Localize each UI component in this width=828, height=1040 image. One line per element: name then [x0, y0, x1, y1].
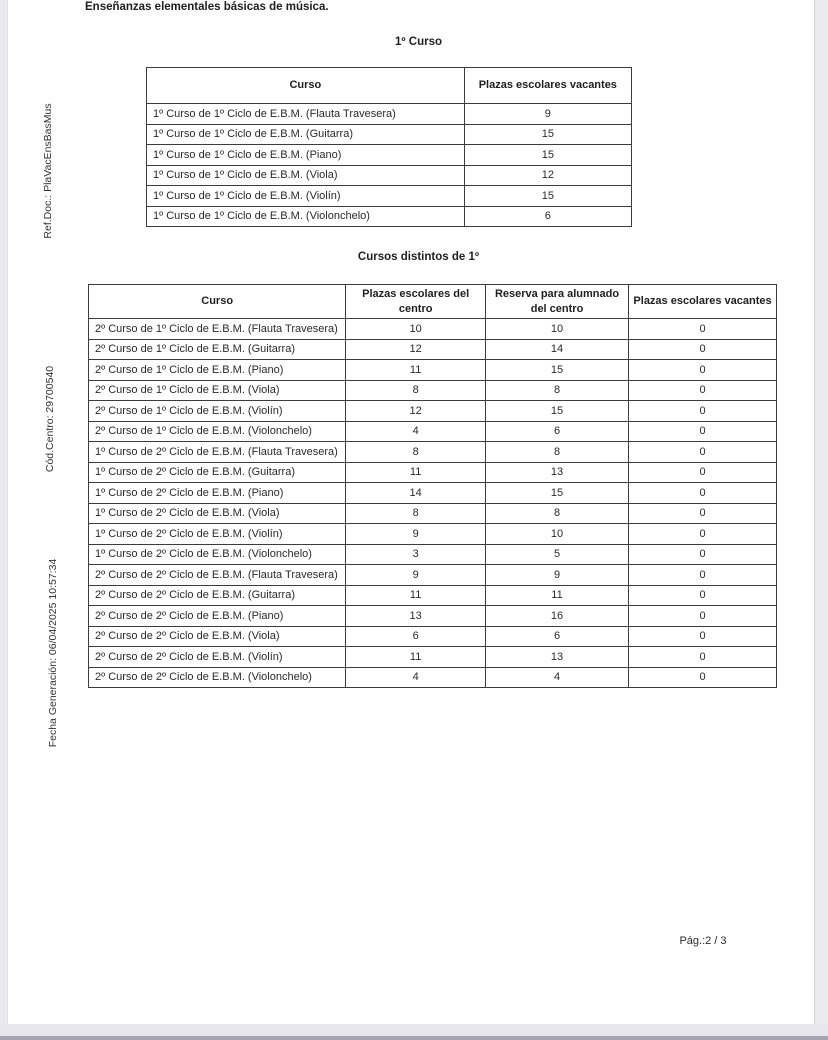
- table-cell: 15: [464, 124, 631, 145]
- table-row: [147, 186, 632, 207]
- table-cell: 0: [629, 647, 777, 668]
- header-row: [89, 285, 777, 319]
- column-header-plazas-centro: Plazas escolares del centro: [346, 285, 486, 319]
- table-cell: 0: [629, 606, 777, 627]
- table-cell: 1º Curso de 2º Ciclo de E.B.M. (Viola): [89, 503, 346, 524]
- otros-cursos-table: [88, 284, 777, 688]
- table-row: [89, 483, 777, 504]
- page-number: Pág.:2 / 3: [679, 935, 727, 947]
- table-row: [147, 165, 632, 186]
- table-row: [89, 585, 777, 606]
- table-cell: 8: [485, 380, 628, 401]
- table-row: [89, 606, 777, 627]
- column-header-reserva-alumnado: Reserva para alumnado del centro: [485, 285, 628, 319]
- table-cell: 1º Curso de 1º Ciclo de E.B.M. (Viola): [147, 165, 465, 186]
- table-cell: 1º Curso de 1º Ciclo de E.B.M. (Flauta Travesera): [147, 104, 465, 125]
- table-cell: 0: [629, 524, 777, 545]
- table-cell: 1º Curso de 2º Ciclo de E.B.M. (Guitarra): [89, 462, 346, 483]
- column-header-plazas-vacantes: Plazas escolares vacantes: [464, 68, 631, 104]
- table-cell: 15: [464, 186, 631, 207]
- table-cell: 9: [485, 565, 628, 586]
- table-row: [147, 104, 632, 125]
- column-header-curso: Curso: [147, 68, 465, 104]
- table-cell: 0: [629, 339, 777, 360]
- table-cell: 4: [346, 421, 486, 442]
- table-cell: 15: [464, 145, 631, 166]
- table-row: [147, 206, 632, 227]
- table-cell: 6: [485, 626, 628, 647]
- table-cell: 6: [485, 421, 628, 442]
- table-cell: 1º Curso de 2º Ciclo de E.B.M. (Piano): [89, 483, 346, 504]
- table-cell: 2º Curso de 2º Ciclo de E.B.M. (Violín): [89, 647, 346, 668]
- table-cell: 9: [464, 104, 631, 125]
- header-row: [147, 68, 632, 104]
- table-cell: 5: [485, 544, 628, 565]
- table-cell: 1º Curso de 2º Ciclo de E.B.M. (Violín): [89, 524, 346, 545]
- table-cell: 2º Curso de 1º Ciclo de E.B.M. (Violín): [89, 401, 346, 422]
- viewer-bottom-bar: [0, 1036, 828, 1040]
- table-cell: 1º Curso de 1º Ciclo de E.B.M. (Guitarra): [147, 124, 465, 145]
- table-cell: 2º Curso de 1º Ciclo de E.B.M. (Flauta Travesera): [89, 319, 346, 340]
- table-cell: 3: [346, 544, 486, 565]
- table-cell: 0: [629, 667, 777, 688]
- table-cell: 0: [629, 503, 777, 524]
- table-cell: 0: [629, 319, 777, 340]
- table-row: [89, 380, 777, 401]
- table-cell: 13: [485, 462, 628, 483]
- table-row: [89, 462, 777, 483]
- document-sheet: [7, 0, 815, 1025]
- table-cell: 14: [485, 339, 628, 360]
- table-cell: 0: [629, 483, 777, 504]
- column-header-curso: Curso: [89, 285, 346, 319]
- viewer-bottom-strip: [0, 1024, 828, 1036]
- table-cell: 9: [346, 565, 486, 586]
- margin-cod-centro: Cód.Centro: 29700540: [44, 365, 56, 473]
- table-cell: 1º Curso de 1º Ciclo de E.B.M. (Violonchelo): [147, 206, 465, 227]
- table-cell: 15: [485, 483, 628, 504]
- margin-ref-doc: Ref.Doc.: PlaVacEnsBasMus: [42, 103, 54, 239]
- table-cell: 0: [629, 626, 777, 647]
- table-row: [89, 626, 777, 647]
- table-row: [147, 145, 632, 166]
- table-cell: 0: [629, 544, 777, 565]
- table-row: [89, 647, 777, 668]
- table-cell: 8: [485, 503, 628, 524]
- table-cell: 12: [464, 165, 631, 186]
- table-cell: 0: [629, 442, 777, 463]
- table-cell: 0: [629, 462, 777, 483]
- table-row: [89, 442, 777, 463]
- table-row: [89, 667, 777, 688]
- table-cell: 11: [346, 585, 486, 606]
- table-row: [89, 565, 777, 586]
- table-cell: 8: [346, 503, 486, 524]
- table-cell: 1º Curso de 2º Ciclo de E.B.M. (Violonchelo): [89, 544, 346, 565]
- table-cell: 4: [346, 667, 486, 688]
- table-cell: 2º Curso de 1º Ciclo de E.B.M. (Piano): [89, 360, 346, 381]
- table-cell: 9: [346, 524, 486, 545]
- table-cell: 2º Curso de 2º Ciclo de E.B.M. (Piano): [89, 606, 346, 627]
- table-cell: 15: [485, 360, 628, 381]
- table-cell: 8: [346, 380, 486, 401]
- table-cell: 0: [629, 421, 777, 442]
- table-row: [89, 319, 777, 340]
- column-header-plazas-vacantes: Plazas escolares vacantes: [629, 285, 777, 319]
- table-cell: 15: [485, 401, 628, 422]
- table-cell: 10: [346, 319, 486, 340]
- table-cell: 12: [346, 401, 486, 422]
- table-cell: 11: [346, 647, 486, 668]
- table-cell: 8: [346, 442, 486, 463]
- margin-fecha-generacion: Fecha Generación: 06/04/2025 10:57:34: [47, 558, 59, 748]
- curso1-table: [146, 67, 632, 227]
- table-cell: 2º Curso de 2º Ciclo de E.B.M. (Guitarra): [89, 585, 346, 606]
- table-cell: 1º Curso de 2º Ciclo de E.B.M. (Flauta Travesera): [89, 442, 346, 463]
- table-cell: 8: [485, 442, 628, 463]
- table-cell: 4: [485, 667, 628, 688]
- table-cell: 2º Curso de 1º Ciclo de E.B.M. (Viola): [89, 380, 346, 401]
- table-cell: 13: [346, 606, 486, 627]
- table-cell: 13: [485, 647, 628, 668]
- table-row: [89, 339, 777, 360]
- table-cell: 2º Curso de 2º Ciclo de E.B.M. (Viola): [89, 626, 346, 647]
- table-row: [89, 524, 777, 545]
- table-row: [89, 544, 777, 565]
- table-cell: 11: [485, 585, 628, 606]
- table-cell: 0: [629, 565, 777, 586]
- document-title: Enseñanzas elementales básicas de música.: [85, 1, 329, 13]
- table-cell: 2º Curso de 2º Ciclo de E.B.M. (Violonchelo): [89, 667, 346, 688]
- table-cell: 11: [346, 462, 486, 483]
- table-cell: 6: [464, 206, 631, 227]
- table-cell: 2º Curso de 2º Ciclo de E.B.M. (Flauta Travesera): [89, 565, 346, 586]
- table-cell: 6: [346, 626, 486, 647]
- table-cell: 16: [485, 606, 628, 627]
- section-heading-otros-cursos: Cursos distintos de 1º: [357, 251, 480, 263]
- table-cell: 10: [485, 524, 628, 545]
- table-cell: 0: [629, 380, 777, 401]
- table-cell: 0: [629, 401, 777, 422]
- table-cell: 2º Curso de 1º Ciclo de E.B.M. (Guitarra): [89, 339, 346, 360]
- table-row: [147, 124, 632, 145]
- table-row: [89, 503, 777, 524]
- table-cell: 12: [346, 339, 486, 360]
- table-cell: 1º Curso de 1º Ciclo de E.B.M. (Piano): [147, 145, 465, 166]
- table-row: [89, 401, 777, 422]
- table-row: [89, 421, 777, 442]
- table-cell: 11: [346, 360, 486, 381]
- table-cell: 0: [629, 585, 777, 606]
- table-cell: 14: [346, 483, 486, 504]
- table-cell: 10: [485, 319, 628, 340]
- table-cell: 2º Curso de 1º Ciclo de E.B.M. (Violonchelo): [89, 421, 346, 442]
- table-row: [89, 360, 777, 381]
- section-heading-curso1: 1º Curso: [394, 36, 443, 48]
- table-cell: 0: [629, 360, 777, 381]
- table-cell: 1º Curso de 1º Ciclo de E.B.M. (Violín): [147, 186, 465, 207]
